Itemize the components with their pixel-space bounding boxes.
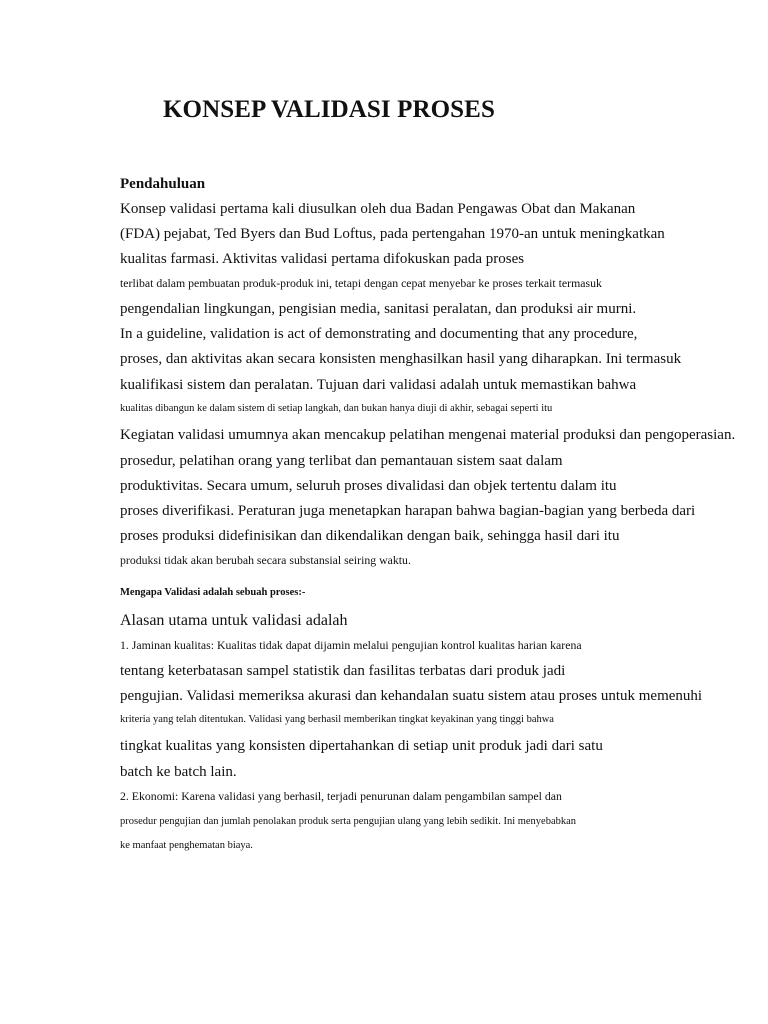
paragraph-line: proses produksi didefinisikan dan dikendalikan dengan baik, sehingga hasil dari itu [120, 528, 620, 544]
paragraph-line: 2. Ekonomi: Karena validasi yang berhasil, terjadi penurunan dalam pengambilan sampel dan [120, 789, 562, 803]
section-heading-pendahuluan: Pendahuluan [120, 176, 206, 192]
paragraph-line: tentang keterbatasan sampel statistik dan fasilitas terbatas dari produk jadi [120, 663, 566, 679]
document-title: KONSEP VALIDASI PROSES [163, 96, 495, 123]
paragraph-line: 1. Jaminan kualitas: Kualitas tidak dapat dijamin melalui pengujian kontrol kualitas harian karena [120, 638, 582, 652]
paragraph-line: (FDA) pejabat, Ted Byers dan Bud Loftus, pada pertengahan 1970-an untuk meningkatkan [120, 226, 665, 242]
paragraph-line: proses, dan aktivitas akan secara konsisten menghasilkan hasil yang diharapkan. Ini termasuk [120, 351, 682, 367]
paragraph-line: In a guideline, validation is act of demonstrating and documenting that any procedure, [120, 326, 638, 342]
paragraph-line: tingkat kualitas yang konsisten dipertahankan di setiap unit produk jadi dari satu [120, 738, 603, 754]
paragraph-line: produksi tidak akan berubah secara substansial seiring waktu. [120, 553, 411, 567]
paragraph-line: proses diverifikasi. Peraturan juga menetapkan harapan bahwa bagian-bagian yang berbeda dari [120, 503, 696, 519]
paragraph-line: produktivitas. Secara umum, seluruh proses divalidasi dan objek tertentu dalam itu [120, 478, 617, 494]
paragraph-line: prosedur pengujian dan jumlah penolakan produk serta pengujian ulang yang lebih sedikit. Ini menyebabkan [120, 816, 577, 827]
paragraph-line: prosedur, pelatihan orang yang terlibat dan pemantauan sistem saat dalam [120, 453, 563, 469]
paragraph-line: kriteria yang telah ditentukan. Validasi yang berhasil memberikan tingkat keyakinan yang tinggi bahwa [120, 714, 554, 725]
paragraph-line: batch ke batch lain. [120, 764, 237, 780]
paragraph-line: Konsep validasi pertama kali diusulkan oleh dua Badan Pengawas Obat dan Makanan [120, 201, 636, 217]
paragraph-line: Alasan utama untuk validasi adalah [120, 612, 348, 629]
paragraph-line: kualifikasi sistem dan peralatan. Tujuan dari validasi adalah untuk memastikan bahwa [120, 377, 637, 393]
paragraph-line: ke manfaat penghematan biaya. [120, 840, 253, 851]
paragraph-line: pengujian. Validasi memeriksa akurasi dan kehandalan suatu sistem atau proses untuk memenuhi [120, 688, 703, 704]
section-heading-mengapa: Mengapa Validasi adalah sebuah proses:- [120, 587, 306, 598]
paragraph-line: pengendalian lingkungan, pengisian media, sanitasi peralatan, dan produksi air murni. [120, 301, 637, 317]
paragraph-line: terlibat dalam pembuatan produk-produk ini, tetapi dengan cepat menyebar ke proses terkait termasuk [120, 276, 602, 290]
paragraph-line: kualitas farmasi. Aktivitas validasi pertama difokuskan pada proses [120, 251, 525, 267]
paragraph-line: kualitas dibangun ke dalam sistem di setiap langkah, dan bukan hanya diuji di akhir, sebagai seperti itu [120, 403, 553, 414]
paragraph-line: Kegiatan validasi umumnya akan mencakup pelatihan mengenai material produksi dan pengoperasian. [120, 427, 736, 443]
